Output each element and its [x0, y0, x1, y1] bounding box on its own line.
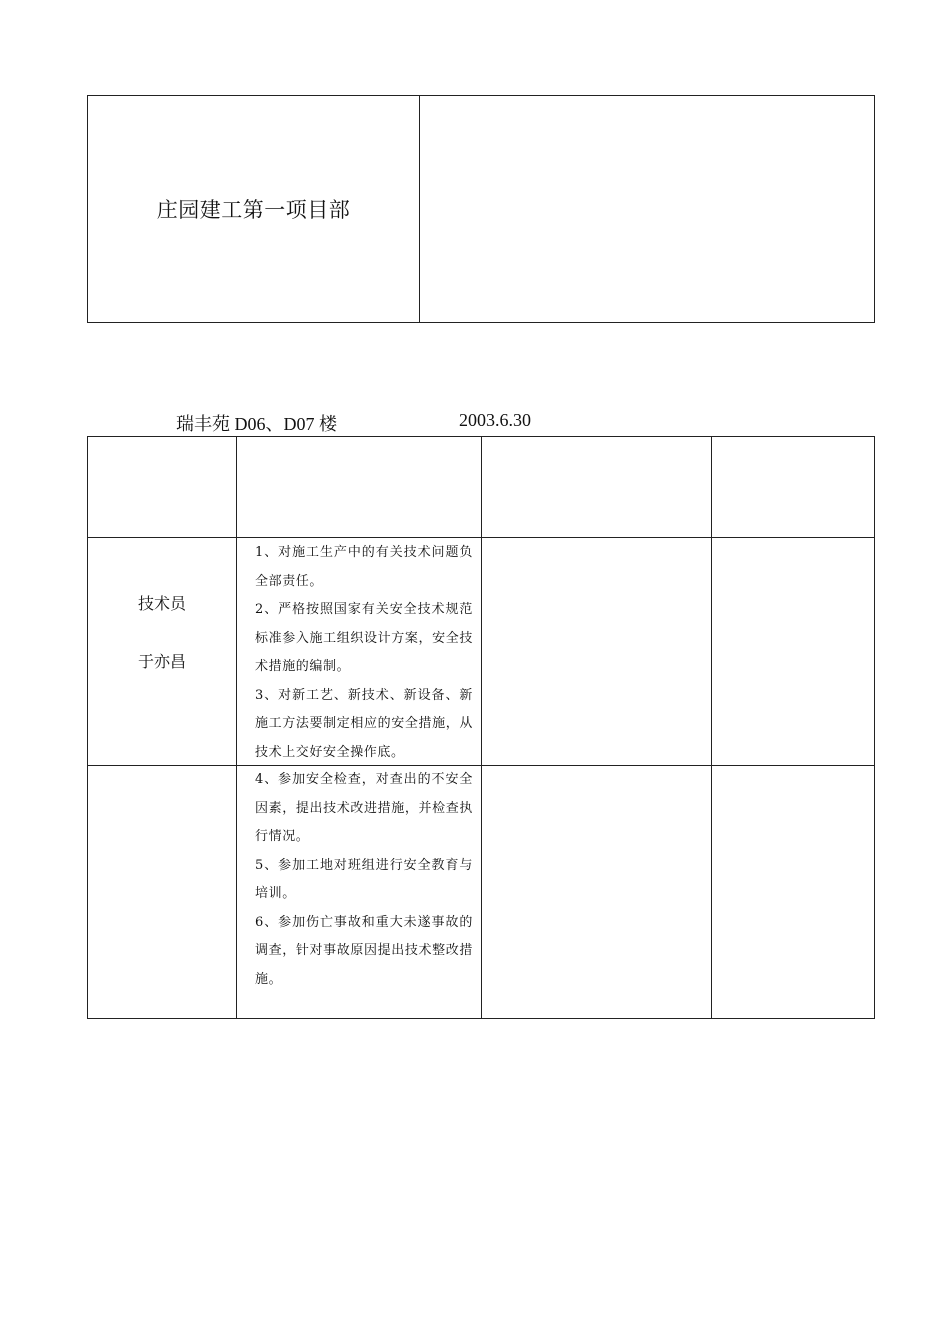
duty-item: 4、参加安全检查，对查出的不安全因素，提出技术改进措施，并检查执行情况。: [255, 772, 473, 844]
column-divider: [481, 437, 482, 1018]
header-table: [87, 95, 875, 323]
date-caption: 2003.6.30: [459, 410, 531, 430]
role-person-name: 于亦昌: [137, 652, 186, 671]
duty-item: 3、对新工艺、新技术、新设备、新施工方法要制定相应的安全措施，从技术上交好安全操作底。: [255, 687, 473, 760]
duties-cell: [255, 539, 473, 767]
org-name: 庄园建工第一项目部: [156, 198, 351, 222]
row-divider: [88, 765, 874, 766]
header-divider: [419, 96, 420, 322]
row-divider: [88, 537, 874, 538]
responsibility-table: [87, 436, 875, 1019]
duty-item: 6、参加伤亡事故和重大未遂事故的调查，针对事故原因提出技术整改措施。: [255, 914, 473, 987]
column-divider: [711, 437, 712, 1018]
role-title: 技术员: [137, 594, 186, 613]
duty-item: 2、严格按照国家有关安全技术规范标准参入施工组织设计方案，安全技术措施的编制。: [255, 602, 473, 674]
column-divider: [236, 437, 237, 1018]
duties-cell: [255, 766, 473, 994]
duty-item: 5、参加工地对班组进行安全教育与培训。: [255, 857, 473, 901]
project-caption: 瑞丰苑 D06、D07 楼: [176, 414, 337, 434]
duty-item: 1、对施工生产中的有关技术问题负全部责任。: [255, 545, 473, 589]
